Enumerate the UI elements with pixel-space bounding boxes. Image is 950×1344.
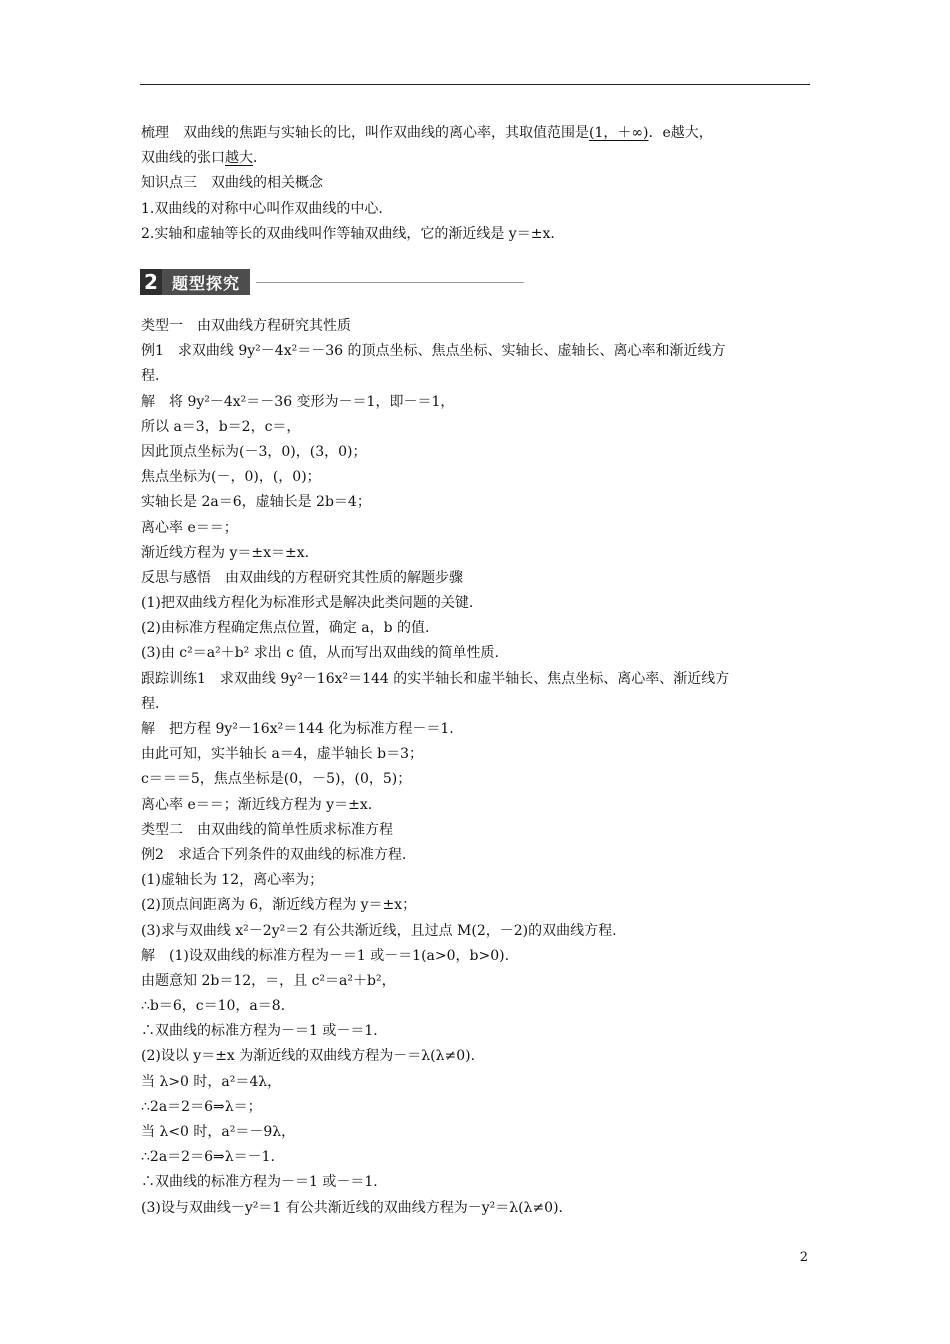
text-line: (3)由 c²＝a²＋b² 求出 c 值，从而写出双曲线的简单性质.: [141, 645, 499, 662]
text-line: 由此可知，实半轴长 a＝4，虚半轴长 b＝3；: [141, 746, 424, 763]
text-line: 例1 求双曲线 9y²－4x²＝－36 的顶点坐标、焦点坐标、实轴长、虚轴长、离心率和渐近线方: [141, 343, 726, 360]
text-line: ∴b＝6，c＝10，a＝8.: [141, 998, 286, 1015]
text-line: 离心率 e＝＝；渐近线方程为 y＝±x.: [141, 796, 373, 813]
text-line: 1.双曲线的对称中心叫作双曲线的中心.: [141, 200, 383, 217]
section-number: 2: [140, 269, 162, 295]
text-line: (2)顶点间距离为 6，渐近线方程为 y＝±x；: [141, 897, 417, 914]
body-block: [141, 314, 813, 1221]
text-line: 当 λ>0 时，a²＝4λ，: [141, 1073, 282, 1090]
text-line: 实轴长是 2a＝6，虚轴长是 2b＝4；: [141, 494, 371, 511]
text-line: ∴2a＝2＝6⇒λ＝；: [141, 1098, 262, 1115]
header-rule: [140, 84, 810, 85]
intro-block: [141, 121, 813, 247]
text-line: 解 把方程 9y²－16x²＝144 化为标准方程－＝1.: [141, 721, 454, 737]
text-line: c＝＝＝5，焦点坐标是(0，－5)，(0，5)；: [141, 771, 412, 788]
text-line: 反思与感悟 由双曲线的方程研究其性质的解题步骤: [141, 569, 463, 586]
text-line: (2)设以 y＝±x 为渐近线的双曲线方程为－＝λ(λ≠0).: [141, 1048, 476, 1065]
text-line: 当 λ<0 时，a²＝－9λ，: [141, 1124, 296, 1140]
text-line: 程.: [141, 368, 160, 385]
text-line: (3)求与双曲线 x²－2y²＝2 有公共渐近线，且过点 M(2，－2)的双曲线方程.: [141, 922, 617, 939]
text-line: ∴2a＝2＝6⇒λ＝－1.: [141, 1149, 275, 1166]
text-line: (1)把双曲线方程化为标准形式是解决此类问题的关键.: [141, 595, 474, 612]
page-number: 2: [799, 1250, 808, 1265]
text-line: 2.实轴和虚轴等长的双曲线叫作等轴双曲线，它的渐近线是 y＝±x.: [141, 225, 555, 242]
underlined-answer: (1，＋∞): [589, 125, 649, 141]
text-line: 类型一 由双曲线方程研究其性质: [141, 318, 351, 334]
text-line: 程.: [141, 695, 160, 712]
text-line: 焦点坐标为(－，0)，(，0)；: [141, 469, 321, 486]
text-line: 由题意知 2b＝12，＝，且 c²＝a²＋b²，: [141, 972, 396, 989]
text-line: (2)由标准方程确定焦点位置，确定 a，b 的值.: [141, 620, 430, 637]
text-line: ∴双曲线的标准方程为－＝1 或－＝1.: [141, 1174, 378, 1191]
text-line: (1)虚轴长为 12，离心率为；: [141, 872, 324, 889]
section-header: [140, 268, 524, 296]
knowledge-heading: 知识点三 双曲线的相关概念: [141, 175, 323, 192]
text-line: 离心率 e＝＝；: [141, 519, 238, 536]
text-line: 所以 a＝3，b＝2，c＝，: [141, 418, 301, 435]
section-title: 题型探究: [172, 273, 241, 293]
text-line: 解 (1)设双曲线的标准方程为－＝1 或－＝1(a>0，b>0).: [141, 947, 510, 964]
text-line: 类型二 由双曲线的简单性质求标准方程: [141, 821, 393, 838]
text-line: 因此顶点坐标为(－3，0)，(3，0)；: [141, 443, 367, 460]
text-line: 梳理 双曲线的焦距与实轴长的比，叫作双曲线的离心率，其取值范围是(1，＋∞)．e越大，: [141, 125, 713, 141]
section-rule: [256, 282, 524, 283]
section-badge: [140, 269, 250, 295]
text-line: ∴双曲线的标准方程为－＝1 或－＝1.: [141, 1023, 378, 1040]
text-line: 双曲线的张口越大．: [141, 150, 267, 167]
text-line: 渐近线方程为 y＝±x＝±x.: [141, 544, 310, 561]
underlined-answer: 越大: [225, 150, 253, 167]
text-line: 例2 求适合下列条件的双曲线的标准方程.: [141, 846, 407, 863]
text-line: 解 将 9y²－4x²＝－36 变形为－＝1，即－＝1，: [141, 393, 455, 410]
text-line: 跟踪训练1 求双曲线 9y²－16x²＝144 的实半轴长和虚半轴长、焦点坐标、离心率、渐近线方: [141, 670, 730, 687]
text-line: (3)设与双曲线－y²＝1 有公共渐近线的双曲线方程为－y²＝λ(λ≠0).: [141, 1199, 563, 1216]
